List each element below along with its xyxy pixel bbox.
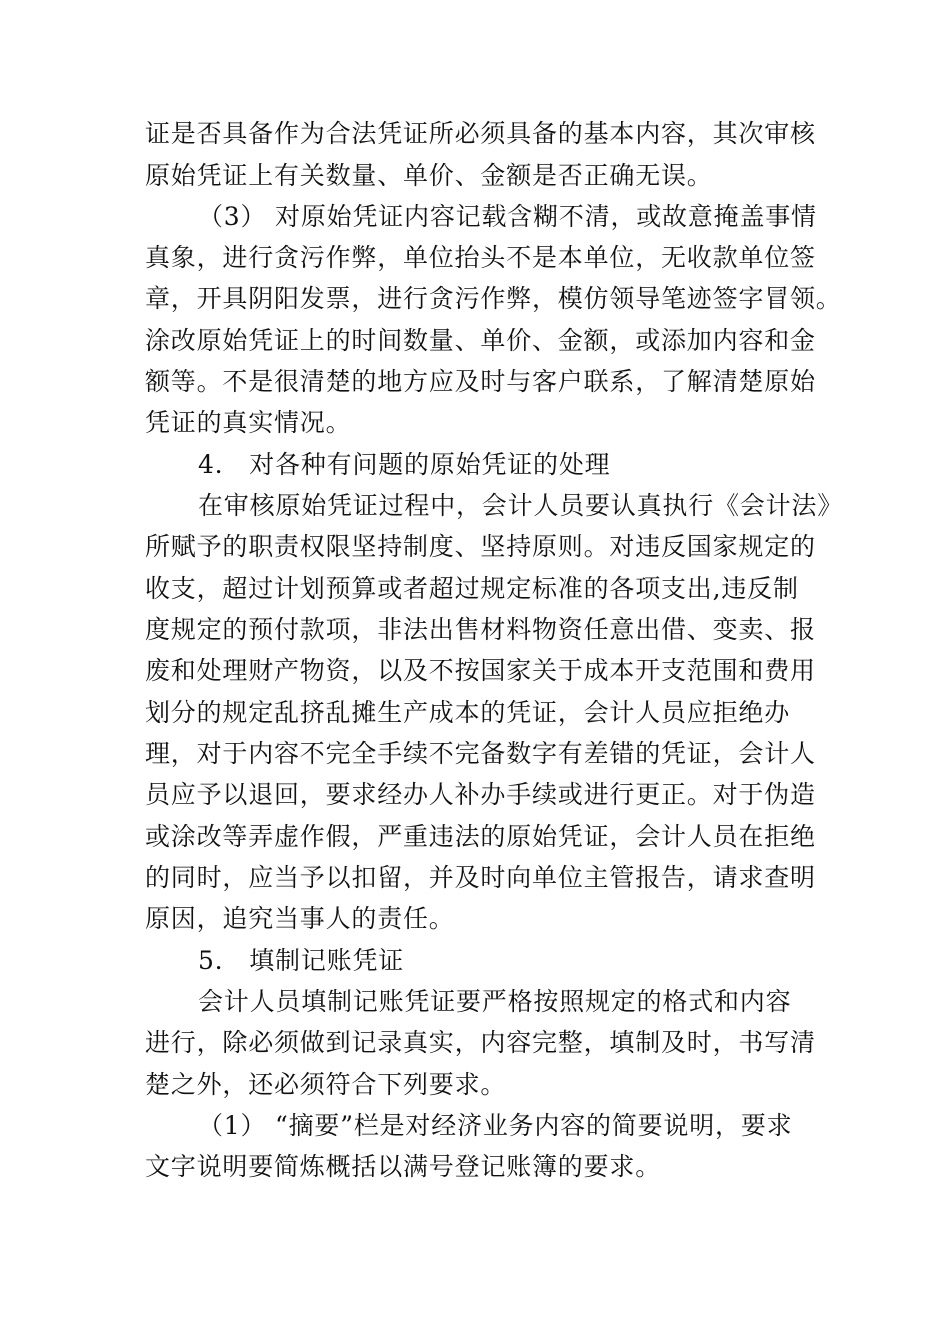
text-line: （1） “摘要”栏是对经济业务内容的简要说明，要求 xyxy=(198,1111,793,1140)
text-line: 度规定的预付款项，非法出售材料物资任意出借、变卖、报 xyxy=(145,615,816,644)
text-line: 会计人员填制记账凭证要严格按照规定的格式和内容 xyxy=(198,987,792,1016)
text-line: 原因，追究当事人的责任。 xyxy=(145,904,455,933)
text-line: 额等。不是很清楚的地方应及时与客户联系，了解清楚原始 xyxy=(145,367,816,396)
text-line: 原始凭证上有关数量、单价、金额是否正确无误。 xyxy=(145,161,713,190)
text-line: 凭证的真实情况。 xyxy=(145,408,352,437)
text-line: 收支，超过计划预算或者超过规定标准的各项支出,违反制 xyxy=(145,574,799,603)
text-line: 进行，除必须做到记录真实，内容完整，填制及时，书写清 xyxy=(145,1028,816,1057)
text-line: （3） 对原始凭证内容记载含糊不清，或故意掩盖事情 xyxy=(198,202,817,231)
text-line: 废和处理财产物资，以及不按国家关于成本开支范围和费用 xyxy=(145,656,816,685)
text-line: 真象，进行贪污作弊，单位抬头不是本单位，无收款单位签 xyxy=(145,243,816,272)
text-line: 的同时，应当予以扣留，并及时向单位主管报告，请求查明 xyxy=(145,863,816,892)
text-line: 所赋予的职责权限坚持制度、坚持原则。对违反国家规定的 xyxy=(145,532,816,561)
text-line: 理，对于内容不完全手续不完备数字有差错的凭证，会计人 xyxy=(145,739,816,768)
section-heading: 5． 填制记账凭证 xyxy=(198,946,405,975)
text-line: 涂改原始凭证上的时间数量、单价、金额，或添加内容和金 xyxy=(145,326,816,355)
text-line: 划分的规定乱挤乱摊生产成本的凭证，会计人员应拒绝办 xyxy=(145,698,791,727)
text-line: 或涂改等弄虚作假，严重违法的原始凭证，会计人员在拒绝 xyxy=(145,822,816,851)
text-line: 楚之外，还必须符合下列要求。 xyxy=(145,1070,507,1099)
text-line: 章，开具阴阳发票，进行贪污作弊，模仿领导笔迹签字冒领。 xyxy=(145,284,842,313)
section-heading: 4． 对各种有问题的原始凭证的处理 xyxy=(198,450,611,479)
text-line: 文字说明要简炼概括以满号登记账簿的要求。 xyxy=(145,1152,662,1181)
text-line: 证是否具备作为合法凭证所必须具备的基本内容，其次审核 xyxy=(145,119,816,148)
text-line: 员应予以退回，要求经办人补办手续或进行更正。对于伪造 xyxy=(145,780,816,809)
text-line: 在审核原始凭证过程中，会计人员要认真执行《会计法》 xyxy=(198,491,844,520)
